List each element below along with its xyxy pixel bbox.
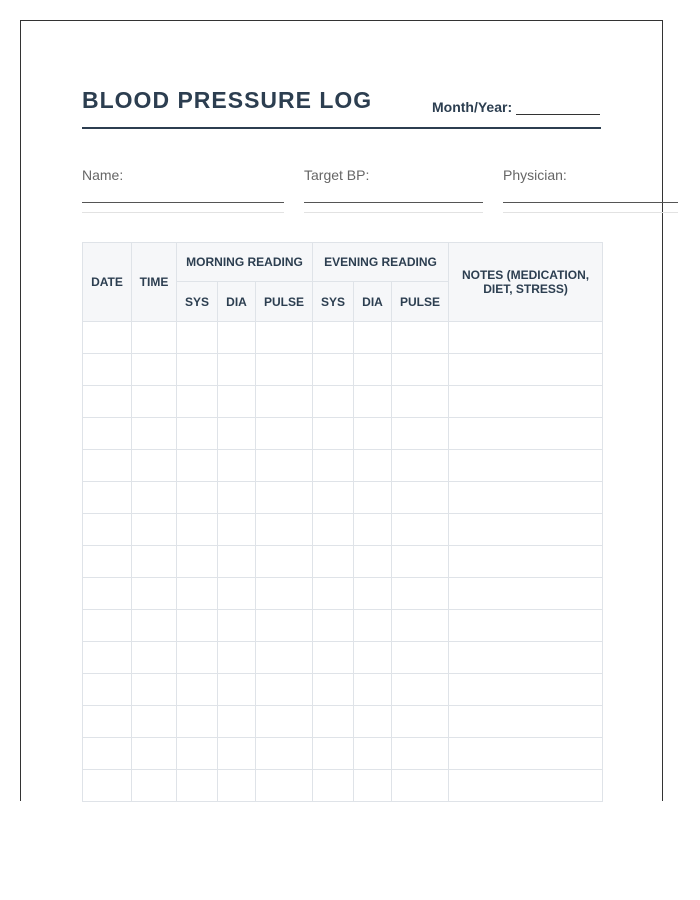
target-bp-label: Target BP: — [304, 167, 370, 183]
cell-morning-sys[interactable] — [177, 674, 218, 706]
cell-date[interactable] — [83, 738, 132, 770]
cell-morning-dia[interactable] — [218, 450, 256, 482]
cell-notes[interactable] — [449, 770, 603, 802]
cell-morning-dia[interactable] — [218, 322, 256, 354]
cell-morning-sys[interactable] — [177, 322, 218, 354]
col-header-evening-pulse: PULSE — [392, 282, 449, 322]
table-row — [83, 450, 603, 482]
table-row — [83, 706, 603, 738]
cell-evening-sys[interactable] — [313, 322, 354, 354]
cell-morning-pulse[interactable] — [256, 738, 313, 770]
cell-morning-sys[interactable] — [177, 418, 218, 450]
cell-morning-dia[interactable] — [218, 706, 256, 738]
cell-evening-dia[interactable] — [354, 738, 392, 770]
col-header-morning-pulse: PULSE — [256, 282, 313, 322]
cell-date[interactable] — [83, 386, 132, 418]
cell-evening-sys[interactable] — [313, 450, 354, 482]
cell-evening-sys[interactable] — [313, 514, 354, 546]
cell-evening-sys[interactable] — [313, 706, 354, 738]
cell-evening-dia[interactable] — [354, 546, 392, 578]
col-header-time: TIME — [132, 243, 177, 322]
cell-morning-dia[interactable] — [218, 418, 256, 450]
cell-date[interactable] — [83, 578, 132, 610]
cell-date[interactable] — [83, 354, 132, 386]
table-row — [83, 578, 603, 610]
cell-evening-pulse[interactable] — [392, 674, 449, 706]
cell-notes[interactable] — [449, 706, 603, 738]
table-row — [83, 514, 603, 546]
page-title: BLOOD PRESSURE LOG — [82, 87, 373, 113]
table-row — [83, 482, 603, 514]
table-row — [83, 386, 603, 418]
group-header-evening: EVENING READING — [313, 243, 449, 282]
cell-morning-dia[interactable] — [218, 578, 256, 610]
cell-morning-dia[interactable] — [218, 546, 256, 578]
cell-date[interactable] — [83, 706, 132, 738]
month-year-blank[interactable] — [516, 100, 600, 115]
physician-line[interactable] — [503, 202, 678, 203]
cell-morning-dia[interactable] — [218, 610, 256, 642]
cell-evening-dia[interactable] — [354, 674, 392, 706]
cell-notes[interactable] — [449, 322, 603, 354]
cell-evening-pulse[interactable] — [392, 738, 449, 770]
cell-morning-dia[interactable] — [218, 386, 256, 418]
cell-evening-sys[interactable] — [313, 674, 354, 706]
cell-date[interactable] — [83, 546, 132, 578]
cell-evening-pulse[interactable] — [392, 386, 449, 418]
cell-morning-pulse[interactable] — [256, 578, 313, 610]
cell-morning-sys[interactable] — [177, 642, 218, 674]
cell-notes[interactable] — [449, 450, 603, 482]
cell-morning-pulse[interactable] — [256, 322, 313, 354]
cell-morning-pulse[interactable] — [256, 514, 313, 546]
cell-evening-dia[interactable] — [354, 386, 392, 418]
col-header-morning-dia: DIA — [218, 282, 256, 322]
cell-evening-pulse[interactable] — [392, 642, 449, 674]
col-header-date: DATE — [83, 243, 132, 322]
cell-evening-dia[interactable] — [354, 706, 392, 738]
cell-morning-dia[interactable] — [218, 514, 256, 546]
cell-morning-sys[interactable] — [177, 738, 218, 770]
cell-evening-dia[interactable] — [354, 354, 392, 386]
cell-morning-sys[interactable] — [177, 514, 218, 546]
cell-time[interactable] — [132, 578, 177, 610]
month-year-field[interactable] — [432, 99, 600, 115]
cell-morning-sys[interactable] — [177, 770, 218, 802]
bp-log-table — [82, 242, 603, 802]
cell-evening-pulse[interactable] — [392, 578, 449, 610]
cell-morning-pulse[interactable] — [256, 450, 313, 482]
cell-notes[interactable] — [449, 386, 603, 418]
cell-evening-dia[interactable] — [354, 450, 392, 482]
cell-morning-pulse[interactable] — [256, 674, 313, 706]
cell-evening-pulse[interactable] — [392, 450, 449, 482]
cell-morning-pulse[interactable] — [256, 354, 313, 386]
cell-evening-dia[interactable] — [354, 770, 392, 802]
cell-evening-sys[interactable] — [313, 482, 354, 514]
cell-time[interactable] — [132, 610, 177, 642]
cell-evening-sys[interactable] — [313, 386, 354, 418]
cell-notes[interactable] — [449, 354, 603, 386]
cell-date[interactable] — [83, 482, 132, 514]
col-header-morning-sys: SYS — [177, 282, 218, 322]
name-label: Name: — [82, 167, 124, 183]
table-row — [83, 770, 603, 802]
cell-time[interactable] — [132, 706, 177, 738]
cell-evening-sys[interactable] — [313, 642, 354, 674]
name-field[interactable] — [82, 167, 123, 183]
cell-evening-pulse[interactable] — [392, 770, 449, 802]
cell-evening-dia[interactable] — [354, 514, 392, 546]
cell-notes[interactable] — [449, 578, 603, 610]
cell-morning-pulse[interactable] — [256, 546, 313, 578]
cell-date[interactable] — [83, 322, 132, 354]
cell-morning-dia[interactable] — [218, 482, 256, 514]
target-bp-line-secondary — [304, 212, 483, 213]
cell-notes[interactable] — [449, 642, 603, 674]
cell-morning-sys[interactable] — [177, 706, 218, 738]
cell-morning-sys[interactable] — [177, 482, 218, 514]
cell-evening-sys[interactable] — [313, 418, 354, 450]
cell-evening-pulse[interactable] — [392, 322, 449, 354]
cell-time[interactable] — [132, 354, 177, 386]
log-body — [83, 322, 603, 802]
cell-morning-sys[interactable] — [177, 546, 218, 578]
cell-evening-sys[interactable] — [313, 770, 354, 802]
table-row — [83, 546, 603, 578]
cell-time[interactable] — [132, 546, 177, 578]
cell-morning-pulse[interactable] — [256, 610, 313, 642]
cell-time[interactable] — [132, 674, 177, 706]
cell-morning-pulse[interactable] — [256, 706, 313, 738]
cell-time[interactable] — [132, 642, 177, 674]
cell-morning-pulse[interactable] — [256, 386, 313, 418]
cell-evening-sys[interactable] — [313, 546, 354, 578]
cell-date[interactable] — [83, 610, 132, 642]
cell-evening-dia[interactable] — [354, 418, 392, 450]
physician-field[interactable] — [503, 167, 567, 183]
col-header-notes: NOTES (MEDICATION, DIET, STRESS) — [449, 243, 603, 322]
name-line-secondary — [82, 212, 284, 213]
cell-morning-pulse[interactable] — [256, 418, 313, 450]
cell-evening-sys[interactable] — [313, 610, 354, 642]
cell-evening-pulse[interactable] — [392, 610, 449, 642]
cell-morning-sys[interactable] — [177, 354, 218, 386]
cell-time[interactable] — [132, 514, 177, 546]
table-row — [83, 610, 603, 642]
cell-time[interactable] — [132, 738, 177, 770]
cell-evening-pulse[interactable] — [392, 706, 449, 738]
cell-morning-dia[interactable] — [218, 642, 256, 674]
cell-notes[interactable] — [449, 610, 603, 642]
cell-evening-dia[interactable] — [354, 322, 392, 354]
cell-time[interactable] — [132, 322, 177, 354]
target-bp-line[interactable] — [304, 202, 483, 203]
cell-evening-pulse[interactable] — [392, 354, 449, 386]
cell-evening-pulse[interactable] — [392, 546, 449, 578]
cell-evening-pulse[interactable] — [392, 418, 449, 450]
cell-evening-pulse[interactable] — [392, 482, 449, 514]
table-row — [83, 642, 603, 674]
cell-morning-pulse[interactable] — [256, 642, 313, 674]
cell-evening-dia[interactable] — [354, 482, 392, 514]
cell-evening-sys[interactable] — [313, 578, 354, 610]
cell-morning-dia[interactable] — [218, 674, 256, 706]
cell-morning-sys[interactable] — [177, 386, 218, 418]
cell-notes[interactable] — [449, 738, 603, 770]
cell-notes[interactable] — [449, 514, 603, 546]
target-bp-field[interactable] — [304, 167, 369, 183]
cell-morning-pulse[interactable] — [256, 482, 313, 514]
table-row — [83, 674, 603, 706]
physician-line-secondary — [503, 212, 678, 213]
cell-notes[interactable] — [449, 674, 603, 706]
cell-date[interactable] — [83, 450, 132, 482]
cell-evening-dia[interactable] — [354, 610, 392, 642]
col-header-evening-sys: SYS — [313, 282, 354, 322]
cell-morning-sys[interactable] — [177, 610, 218, 642]
cell-notes[interactable] — [449, 418, 603, 450]
cell-date[interactable] — [83, 674, 132, 706]
cell-date[interactable] — [83, 770, 132, 802]
month-year-label: Month/Year: — [432, 99, 513, 115]
cell-date[interactable] — [83, 514, 132, 546]
cell-evening-sys[interactable] — [313, 354, 354, 386]
cell-time[interactable] — [132, 482, 177, 514]
table-row — [83, 354, 603, 386]
title-rule — [82, 127, 601, 129]
physician-label: Physician: — [503, 167, 567, 183]
cell-time[interactable] — [132, 418, 177, 450]
cell-morning-sys[interactable] — [177, 578, 218, 610]
cell-morning-pulse[interactable] — [256, 770, 313, 802]
cell-notes[interactable] — [449, 546, 603, 578]
col-header-evening-dia: DIA — [354, 282, 392, 322]
cell-morning-dia[interactable] — [218, 770, 256, 802]
table-row — [83, 418, 603, 450]
cell-time[interactable] — [132, 770, 177, 802]
log-sheet — [20, 20, 663, 801]
cell-evening-sys[interactable] — [313, 738, 354, 770]
cell-morning-dia[interactable] — [218, 738, 256, 770]
cell-notes[interactable] — [449, 482, 603, 514]
table-row — [83, 738, 603, 770]
table-row — [83, 322, 603, 354]
cell-evening-pulse[interactable] — [392, 514, 449, 546]
cell-date[interactable] — [83, 642, 132, 674]
name-line[interactable] — [82, 202, 284, 203]
cell-time[interactable] — [132, 450, 177, 482]
cell-time[interactable] — [132, 386, 177, 418]
cell-morning-dia[interactable] — [218, 354, 256, 386]
cell-evening-dia[interactable] — [354, 578, 392, 610]
cell-evening-dia[interactable] — [354, 642, 392, 674]
group-header-morning: MORNING READING — [177, 243, 313, 282]
cell-date[interactable] — [83, 418, 132, 450]
cell-morning-sys[interactable] — [177, 450, 218, 482]
